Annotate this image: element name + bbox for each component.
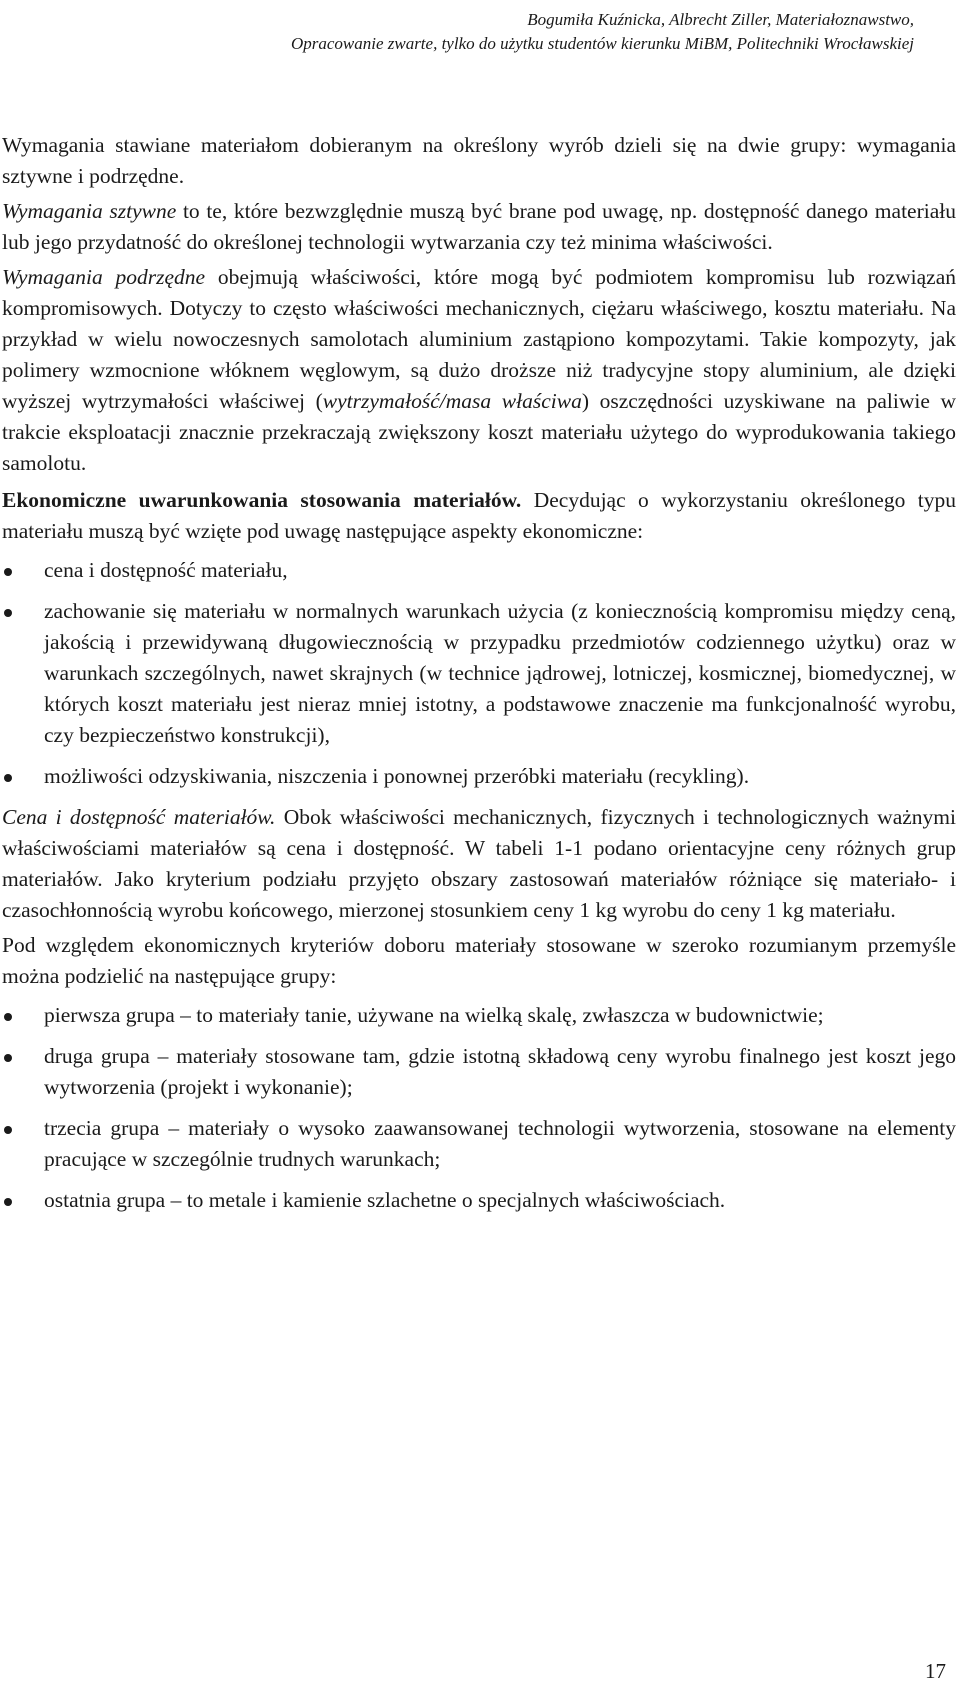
material-groups-list: [2, 1000, 956, 1216]
bullet-icon: [4, 1198, 12, 1206]
list-item: [2, 1113, 956, 1175]
paragraph-text: obejmują właściwości, które mogą być podmiotem kompromisu lub rozwiązań kompromisowych. Dotyczy to często właściwości mechanicznych, ciężaru właściwego, kosztu materiału. Na przykład w wielu nowoczesnych samolotach aluminium zastąpiono kompozytami. Takie kompozyty, jak polimery wzmocnione włóknem węglowym, są dużo droższe niż tradycyjne stopy aluminium, ale dzięki wyższej wytrzymałości właściwej (: [2, 265, 956, 413]
paragraph-text: Decydując o wykorzystaniu określonego typu materiału muszą być wzięte pod uwagę następujące aspekty ekonomiczne:: [2, 488, 956, 543]
economic-aspects-list: [2, 555, 956, 792]
paragraph-text: Obok właściwości mechanicznych, fizycznych i technologicznych ważnymi właściwościami materiałów są cena i dostępność. W tabeli 1-1 podano orientacyjne ceny różnych grup materiałów. Jako kryterium podziału przyjęto obszary zastosowań materiałów różniące się materiało- i czasochłonnością wyrobu końcowego, mierzonej stosunkiem ceny 1 kg wyrobu do ceny 1 kg materiału.: [2, 805, 956, 922]
paragraph-groups-intro: Pod względem ekonomicznych kryteriów doboru materiały stosowane w szeroko rozumianym przemyśle można podzielić na następujące grupy:: [2, 933, 956, 988]
term-specific-strength: wytrzymałość/masa właściwa: [322, 389, 582, 413]
list-item-text: cena i dostępność materiału,: [44, 558, 288, 582]
bullet-icon: [4, 609, 12, 617]
list-item-text: pierwsza grupa – to materiały tanie, używane na wielką skalę, zwłaszcza w budownictwie;: [44, 1003, 824, 1027]
list-item-text: ostatnia grupa – to metale i kamienie szlachetne o specjalnych właściwościach.: [44, 1188, 726, 1212]
list-item-text: trzecia grupa – materiały o wysoko zaawansowanej technologii wytworzenia, stosowane na elementy pracujące w szczególnie trudnych warunkach;: [44, 1116, 956, 1171]
page-number: 17: [925, 1659, 946, 1683]
bullet-icon: [4, 568, 12, 576]
list-item-text: możliwości odzyskiwania, niszczenia i ponownej przeróbki materiału (recykling).: [44, 764, 750, 788]
header-authors: Bogumiła Kuźnicka, Albrecht Ziller, Materiałoznawstwo,: [527, 10, 914, 29]
bullet-icon: [4, 1013, 12, 1021]
paragraph-economic-conditions: [2, 485, 956, 547]
list-item: [2, 1000, 956, 1031]
header-note: Opracowanie zwarte, tylko do użytku studentów kierunku MiBM, Politechniki Wrocławskiej: [290, 34, 914, 53]
paragraph-text: to te, które bezwzględnie muszą być brane pod uwagę, np. dostępność danego materiału lub jego przydatność do określonej technologii wytwarzania czy też minima właściwości.: [2, 199, 956, 254]
bullet-icon: [4, 1054, 12, 1062]
list-item: [2, 1041, 956, 1103]
paragraph-price-availability: [2, 802, 956, 926]
term-secondary-requirements: Wymagania podrzędne: [2, 265, 206, 289]
bullet-icon: [4, 774, 12, 782]
list-item: [2, 555, 956, 586]
document-body: [2, 130, 956, 1226]
paragraph-secondary-requirements: [2, 262, 956, 479]
paragraph-intro: Wymagania stawiane materiałom dobieranym na określony wyrób dzieli się na dwie grupy: wymagania sztywne i podrzędne.: [2, 133, 956, 188]
paragraph-text: ) oszczędności uzyskiwane na paliwie w trakcie eksploatacji znacznie przekraczają zwiększony koszt materiału użytego do wyprodukowania takiego samolotu.: [2, 389, 957, 475]
list-item: [2, 761, 956, 792]
section-heading-economic: Ekonomiczne uwarunkowania stosowania materiałów.: [2, 488, 522, 512]
paragraph-rigid-requirements: [2, 196, 956, 258]
list-item: [2, 596, 956, 751]
page-header: [291, 8, 914, 56]
term-price-availability: Cena i dostępność materiałów.: [2, 805, 276, 829]
list-item-text: zachowanie się materiału w normalnych warunkach użycia (z koniecznością kompromisu między ceną, jakością i przewidywaną długowiecznością w przypadku przedmiotów codziennego użytku) oraz w warunkach szczególnych, nawet skrajnych (w technice jądrowej, lotniczej, kosmicznej, biomedycznej, w których koszt materiału jest nieraz mniej istotny, a podstawowe znaczenie ma funkcjonalność wyrobu, czy bezpieczeństwo konstrukcji),: [44, 599, 956, 747]
list-item: [2, 1185, 956, 1216]
list-item-text: druga grupa – materiały stosowane tam, gdzie istotną składową ceny wyrobu finalnego jest koszt jego wytworzenia (projekt i wykonanie);: [44, 1044, 956, 1099]
term-rigid-requirements: Wymagania sztywne: [2, 199, 177, 223]
bullet-icon: [4, 1126, 12, 1134]
